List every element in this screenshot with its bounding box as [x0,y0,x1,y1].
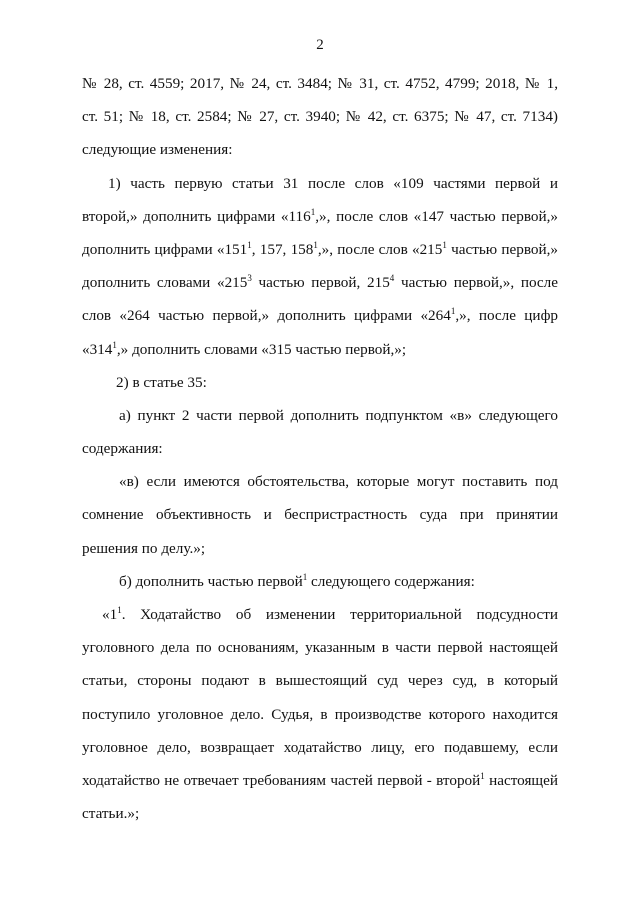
page-number: 2 [316,37,324,53]
text-run: второй,» дополнить цифрами «116 [82,207,311,225]
text-line-13: «в) если имеются обстоятельства, которые могут поставить под [119,473,558,491]
text-line-6 [82,233,558,266]
text-line-17 [82,598,558,631]
text-line-4: 1) часть первую статьи 31 после слов «109 частями первой и [108,174,558,192]
text-line-16 [82,565,558,598]
text-run: . Ходатайство об изменении территориальной подсудности [121,606,558,623]
text-line-1: № 28, ст. 4559; 2017, № 24, ст. 3484; № 31, ст. 4752, 4799; 2018, № 1, [82,75,558,92]
text-line-12: содержания: [82,440,163,458]
text-line-15: решения по делу.»; [82,539,206,557]
text-run: ходатайство не отвечает требованиям частей первой - второй [82,771,481,789]
text-run: следующего содержания: [307,572,475,590]
text-run: , 157, 158 [251,240,314,258]
text-run: дополнить цифрами «151 [82,240,248,258]
text-line-18: уголовного дела по основаниям, указанным в части первой настоящей [82,639,558,657]
text-line-10: 2) в статье 35: [116,373,207,391]
text-run: «1 [102,606,118,623]
text-run: «314 [82,340,113,358]
text-run: ,», после цифр [455,307,558,325]
text-line-3: следующие изменения: [82,141,233,159]
text-run: дополнить словами «215 [82,274,248,292]
superscript: 1 [302,571,308,582]
text-line-20: поступило уголовное дело. Судья, в производстве которого находится [82,705,558,723]
superscript: 1 [112,339,117,350]
superscript: 1 [247,239,252,250]
text-line-9 [82,333,558,366]
text-line-2: ст. 51; № 18, ст. 2584; № 27, ст. 3940; № 42, ст. 6375; № 47, ст. 7134) [82,108,558,126]
superscript: 1 [117,605,122,615]
text-line-8 [82,299,558,332]
text-line-5 [82,200,558,233]
text-line-19: статьи, стороны подают в вышестоящий суд через суд, в который [82,672,558,690]
text-run: б) дополнить частью первой [119,572,303,590]
text-run: частью первой,» [446,240,559,258]
text-line-14: сомнение объективность и беспристрастность суда при принятии [82,506,558,524]
text-line-22 [82,764,558,797]
text-line-23: статьи.»; [82,805,140,823]
text-run: слов «264 частью первой,» дополнить цифрами «264 [82,307,451,325]
text-line-21: уголовное дело, возвращает ходатайство лицу, его подавшему, если [82,738,558,756]
superscript: 1 [310,206,316,217]
superscript: 3 [247,273,252,284]
superscript: 1 [450,306,456,317]
document-body [82,67,558,830]
superscript: 1 [442,239,447,250]
text-line-7 [82,266,558,299]
text-run: настоящей [484,771,558,789]
text-run: ,», после слов «215 [317,240,443,258]
superscript: 1 [313,239,318,250]
superscript: 4 [389,273,395,284]
text-run: ,», после слов «147 частью первой,» [315,207,559,225]
text-run: частью первой,», после [394,274,558,292]
text-run: ,» дополнить словами «315 частью первой,»; [116,340,407,358]
text-run: частью первой, 215 [251,274,390,292]
text-line-11: а) пункт 2 части первой дополнить подпунктом «в» следующего [119,406,558,424]
superscript: 1 [480,770,485,781]
